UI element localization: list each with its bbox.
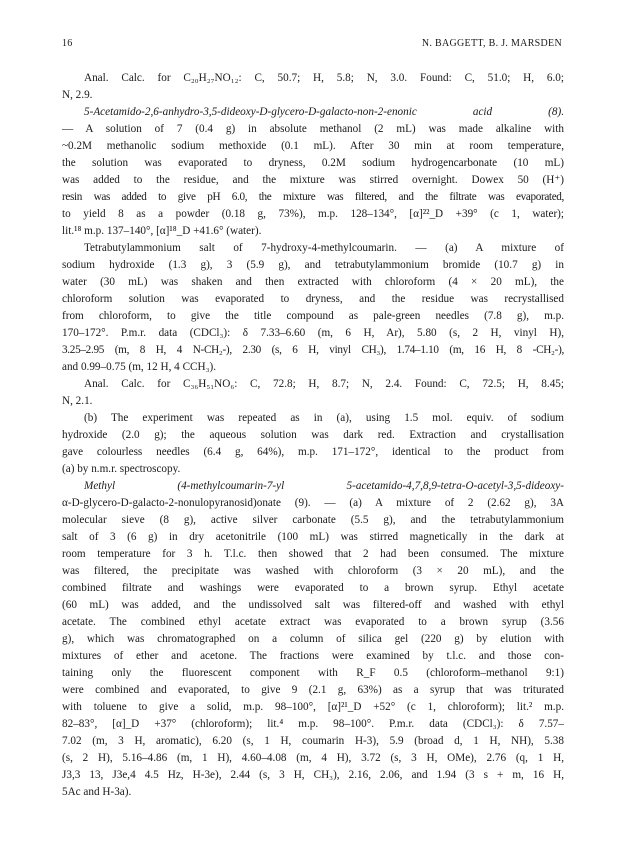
text-line: room temperature for 3 h. T.l.c. then showed that 2 had been consumed. The mixture [62,548,564,560]
text-line: hydroxide (2.0 g); the aqueous solution was dark red. Extraction and crystallisation [62,429,564,441]
text-line: salt of 3 (6 g) in dry acetonitrile (100 mL) was stirred magnetically in the dark at [62,531,564,543]
text-line: g), which was chromatographed on a column of silica gel (220 g) by elution with [62,633,564,645]
running-header [62,38,562,52]
text-line: combined filtrate and washings were evaporated to a brown syrup. Ethyl acetate [62,582,564,594]
text-line: chloroform solution was evaporated to dryness, and the residue was recrystallised [62,293,564,305]
text-line: lit.¹⁸ m.p. 137–140°, [α]¹⁸_D +41.6° (water). [62,225,262,237]
running-head-authors: N. BAGGETT, B. J. MARSDEN [421,38,562,49]
body-text [62,70,564,801]
text-line: mixtures of ether and acetone. The fractions were examined by t.l.c. and those con- [62,650,564,662]
text-line: molecular sieve (8 g), active silver carbonate (5.5 g), and the tetrabutylammonium [62,514,564,526]
text-line: Anal. Calc. for C₂₀H₂₇NO₁₂: C, 50.7; H, 5.8; N, 3.0. Found: C, 51.0; H, 6.0; [84,72,564,84]
text-line: acetate. The combined ethyl acetate extract was evaporated to a brown syrup (3.56 [62,616,564,628]
section-heading: 5-Acetamido-2,6-anhydro-3,5-dideoxy-D-glycero-D-galacto-non-2-enonic acid (8). [84,106,564,118]
section-heading: Methyl (4-methylcoumarin-7-yl 5-acetamido-4,7,8,9-tetra-O-acetyl-3,5-dideoxy- [84,480,564,492]
text-line: taining only the fluorescent component with R_F 0.5 (chloroform–methanol 9:1) [62,667,564,679]
text-line: N, 2.1. [62,395,93,407]
text-line: — A solution of 7 (0.4 g) in absolute methanol (2 mL) was made alkaline with [62,123,564,135]
text-line: water (30 mL) was shaken and then extracted with chloroform (4 × 20 mL), the [62,276,564,288]
text-line: resin was added to give pH 6.0, the mixture was filtered, and the filtrate was evaporated, [62,191,564,203]
text-line: 82–83°, [α]_D +37° (chloroform); lit.⁴ m.p. 98–100°. P.m.r. data (CDCl₃): δ 7.57– [62,718,564,730]
text-line: the solution was evaporated to dryness, 0.2M sodium hydrogencarbonate (10 mL) [62,157,564,169]
text-line: (60 mL) was added, and the undissolved salt was filtered-off and washed with ethyl [62,599,564,611]
text-line: was added to the residue, and the mixture was stirred overnight. Dowex 50 (H⁺) [62,174,564,186]
section-heading: Tetrabutylammonium salt of 7-hydroxy-4-methylcoumarin. — (a) A mixture of [84,242,564,254]
text-line: N, 2.9. [62,89,93,101]
text-line: J3,3 13, J3e,4 4.5 Hz, H-3e), 2.44 (s, 3 H, CH₃), 2.16, 2.06, and 1.94 (3 s + m, 16 H, [62,769,564,781]
text-line: with toluene to give a solid, m.p. 98–100°, [α]²¹_D +52° (c 1, chloroform); lit.² m.p. [62,701,564,713]
text-line: (b) The experiment was repeated as in (a), using 1.5 mol. equiv. of sodium [84,412,564,424]
page-number: 16 [62,38,73,49]
text-line: sodium hydroxide (1.3 g), 3 (5.9 g), and tetrabutylammonium bromide (10.7 g) in [62,259,564,271]
text-line: 170–172°. P.m.r. data (CDCl₃): δ 7.33–6.60 (m, 6 H, Ar), 5.80 (s, 2 H, vinyl H), [62,327,564,339]
text-line: was filtered, the precipitate was washed with chloroform (3 × 20 mL), and the [62,565,564,577]
text-line: 7.02 (m, 3 H, aromatic), 6.20 (s, 1 H, coumarin H-3), 5.9 (broad d, 1 H, NH), 5.38 [62,735,564,747]
text-line: 5Ac and H-3a). [62,786,132,798]
text-line: (s, 2 H), 5.16–4.86 (m, 1 H), 4.60–4.08 (m, 4 H), 3.72 (s, 3 H, OMe), 2.76 (q, 1 H, [62,752,564,764]
text-line: were combined and evaporated, to give 9 (2.1 g, 63%) as a syrup that was triturated [62,684,564,696]
text-line: gave colourless needles (6.4 g, 64%), m.p. 171–172°, identical to the product from [62,446,564,458]
text-line: 3.25–2.95 (m, 8 H, 4 N-CH₂-), 2.30 (s, 6 H, vinyl CH₃), 1.74–1.10 (m, 16 H, 8 -CH₂-), [62,344,564,356]
text-line: from chloroform, to give the title compound as pale-green needles (7.8 g), m.p. [62,310,564,322]
text-line: Anal. Calc. for C₃₆H₅₁NO₆: C, 72.8; H, 8.7; N, 2.4. Found: C, 72.5; H, 8.45; [84,378,564,390]
text-line: to yield 8 as a powder (0.18 g, 73%), m.p. 128–134°, [α]²²_D +39° (c 1, water); [62,208,564,220]
text-line: and 0.99–0.75 (m, 12 H, 4 CCH₃). [62,361,216,373]
text-line: α-D-glycero-D-galacto-2-nonulopyranosid)onate (9). — (a) A mixture of 2 (2.62 g), 3A [62,497,564,509]
text-line: (a) by n.m.r. spectroscopy. [62,463,181,475]
text-line: ~0.2M methanolic sodium methoxide (0.1 mL). After 30 min at room temperature, [62,140,564,152]
